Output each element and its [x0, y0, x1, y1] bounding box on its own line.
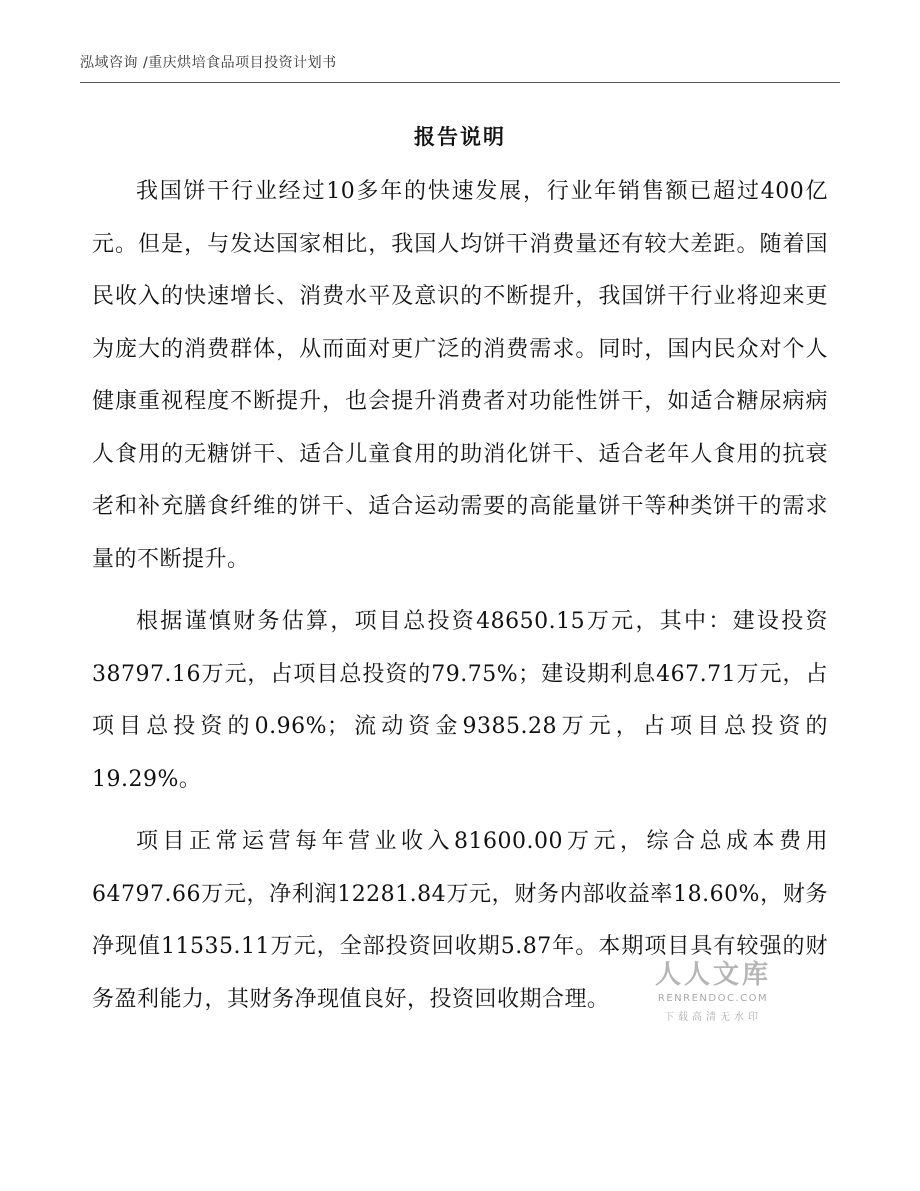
paragraph-industry-overview: 我国饼干行业经过10多年的快速发展，行业年销售额已超过400亿元。但是，与发达国家相比，我国人均饼干消费量还有较大差距。随着国民收入的快速增长、消费水平及意识的不断提升，我国饼干行业将迎来更为庞大的消费群体，从而面对更广泛的消费需求。同时，国内民众对个人健康重视程度不断提升，也会提升消费者对功能性饼干，如适合糖尿病病人食用的无糖饼干、适合儿童食用的助消化饼干、适合老年人食用的抗衰老和补充膳食纤维的饼干、适合运动需要的高能量饼干等种类饼干的需求量的不断提升。: [92, 179, 828, 572]
paragraph-financial-returns: 项目正常运营每年营业收入81600.00万元，综合总成本费用64797.66万元，净利润12281.84万元，财务内部收益率18.60%，财务净现值11535.11万元，全部投资回收期5.87年。本期项目具有较强的财务盈利能力，其财务净现值良好，投资回收期合理。: [92, 829, 828, 1012]
header-divider: [80, 82, 840, 83]
page-title: 报告说明: [414, 125, 506, 149]
watermark: [648, 954, 778, 1023]
watermark-slogan: 下载高清无水印: [664, 1012, 762, 1023]
watermark-brand: 人人文库: [654, 960, 771, 990]
paragraph-investment-estimate: 根据谨慎财务估算，项目总投资48650.15万元，其中：建设投资38797.16万元，占项目总投资的79.75%；建设期利息467.71万元，占项目总投资的0.96%；流动资金9385.28万元，占项目总投资的19.29%。: [92, 609, 828, 792]
report-body: [92, 166, 828, 1036]
running-header: 泓域咨询 /重庆烘培食品项目投资计划书: [80, 55, 337, 71]
watermark-domain: RENRENDOC.COM: [657, 993, 769, 1004]
